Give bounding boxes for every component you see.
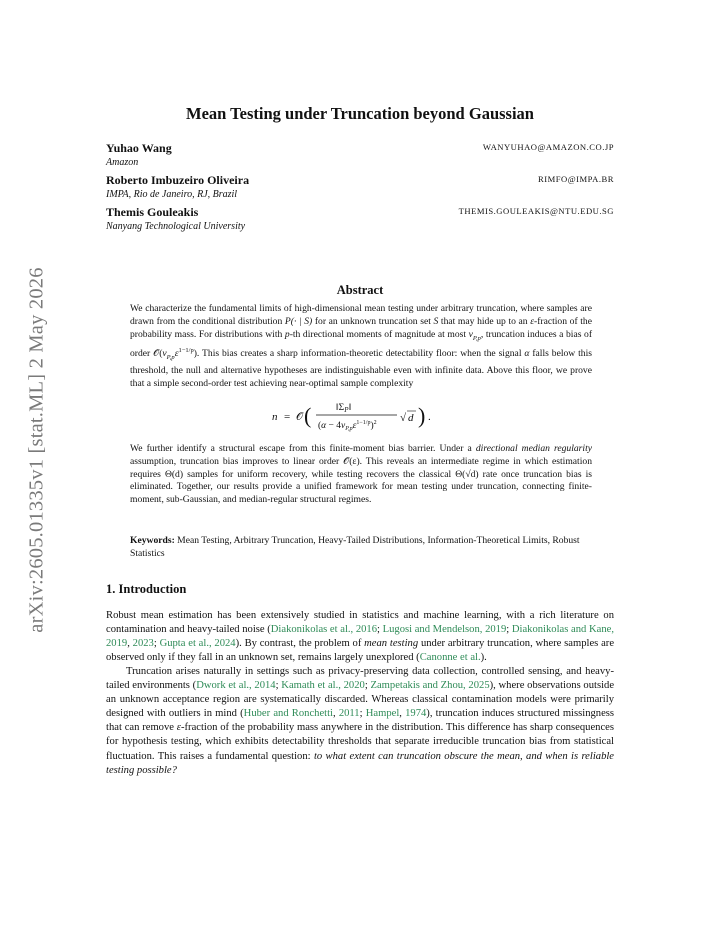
- author-email: THEMIS.GOULEAKIS@NTU.EDU.SG: [458, 206, 614, 216]
- equation-svg: [0, 396, 720, 436]
- citation-link[interactable]: Lugosi and Mendelson, 2019: [382, 624, 507, 636]
- citation-link[interactable]: Hampel: [365, 708, 400, 720]
- author-name: Roberto Imbuzeiro Oliveira: [106, 173, 250, 187]
- author-affiliation: Nanyang Technological University: [106, 221, 246, 232]
- keywords-label: Keywords:: [130, 535, 175, 546]
- keywords: [130, 535, 592, 561]
- arxiv-id-text: arXiv:2605.01335v1 [stat.ML] 2 May 2026: [25, 267, 48, 633]
- keywords-list: Mean Testing, Arbitrary Truncation, Heavy-Tailed Distributions, Information-Theoretical Limits, Robust Statistics: [130, 535, 580, 559]
- author-email: RIMFO@IMPA.BR: [538, 174, 614, 184]
- sample-complexity-equation: [0, 396, 720, 436]
- abstract-paragraph-2: We further identify a structural escape from this finite-moment bias barrier. Under a directional median regularity assumption, truncation bias improves to linear order 𝒪(ε). This reveals an intermediate regime in which estimation requires Θ(d) samples for uniform recovery, while testing recovers the classical Θ(√d) rate once truncation bias is eliminated. Together, our results provide a unified framework for mean testing under truncation, connecting finite-moment, sub-Gaussian, and median-regular structural regimes.: [130, 443, 593, 506]
- svg-text:.: .: [428, 411, 431, 423]
- citation-link[interactable]: 1974: [405, 708, 427, 720]
- author-name: Yuhao Wang: [106, 141, 172, 155]
- svg-text:‖ΣP‖: $‖\Sigma_P‖$: [336, 403, 352, 414]
- author-affiliation: IMPA, Rio de Janeiro, RJ, Brazil: [106, 189, 238, 200]
- citation-link[interactable]: 2011: [338, 708, 360, 720]
- author-3: [106, 205, 614, 233]
- citation-link[interactable]: Dwork et al., 2014: [196, 680, 276, 692]
- citation-link[interactable]: Diakonikolas et al., 2016: [270, 624, 378, 636]
- svg-text:): ): [418, 403, 426, 428]
- author-2: [106, 173, 614, 201]
- svg-text:(α − 4νP,pε1−1/p)2: $(\alpha - 4\nu_{P,p}\varepsilon^{1-1/p})^2$: [318, 420, 377, 432]
- author-name: Themis Gouleakis: [106, 205, 199, 219]
- section-heading-introduction: 1. Introduction: [106, 582, 187, 596]
- author-affiliation: Amazon: [106, 157, 139, 168]
- svg-text:𝒪: 𝒪: [296, 411, 303, 423]
- citation-link[interactable]: Zampetakis and Zhou, 2025: [370, 680, 490, 692]
- author-1: [106, 141, 614, 169]
- citation-link[interactable]: Canonne et al.: [419, 652, 481, 664]
- intro-paragraph-2: Truncation arises naturally in settings such as privacy-preserving data collection, controlled sensing, and heavy-tailed environments (Dwork et al., 2014; Kamath et al., 2020; Zampetakis and Zhou, 2025), where observations outside an unknown acceptance region are systematically discarded. Whereas classical contamination models were primarily designed with outliers in mind (Huber and Ronchetti, 2011; Hampel, 1974), truncation induces structured missingness that can remove ε-fraction of the probability mass anywhere in the distribution. This difference has sharp consequences for hypothesis testing, which exhibits detectability thresholds that separate irreducible truncation bias from statistical fluctuation. This raises a fundamental question: to what extent can truncation obscure the mean, and when is reliable testing possible?: [106, 666, 615, 776]
- abstract-heading: Abstract: [336, 283, 384, 297]
- citation-link[interactable]: Gupta et al., 2024: [159, 638, 236, 650]
- citation-link[interactable]: 2023: [132, 638, 154, 650]
- paper-title: Mean Testing under Truncation beyond Gaussian: [186, 104, 534, 123]
- citation-link[interactable]: Diakonikolas and Kane, 2019: [106, 624, 614, 650]
- svg-text:d: d: [408, 412, 414, 424]
- arxiv-watermark: [22, 255, 52, 645]
- svg-text:n: n: [272, 411, 278, 423]
- author-email: WANYUHAO@AMAZON.CO.JP: [482, 142, 614, 152]
- citation-link[interactable]: Kamath et al., 2020: [281, 680, 365, 692]
- citation-link[interactable]: Huber and Ronchetti: [243, 708, 333, 720]
- svg-text:√: √: [400, 412, 407, 424]
- svg-text:(: (: [304, 403, 312, 428]
- svg-text:=: =: [284, 411, 291, 423]
- abstract-paragraph-1: We characterize the fundamental limits of high-dimensional mean testing under arbitrary truncation, where samples are drawn from the conditional distribution P(· | S) for an unknown truncation set S that may hide up to an ε-fraction of the probability mass. For distributions with p-th directional moments of magnitude at most $\nu_{P,p}$, truncation induces a bias of order $𝒪(\nu_{P,p}\varepsilon^{1-1/p})$. This bias creates a sharp information-theoretic detectability floor: when the signal α falls below this threshold, the null and alternative hypotheses are indistinguishable even with infinite data. Above this floor, we prove that a simple second-order test achieving near-optimal sample complexity: [130, 303, 593, 389]
- intro-paragraph-1: Robust mean estimation has been extensively studied in statistics and machine learning, with a rich literature on contamination and heavy-tailed noise (Diakonikolas et al., 2016; Lugosi and Mendelson, 2019; Diakonikolas and Kane, 2019, 2023; Gupta et al., 2024). By contrast, the problem of mean testing under arbitrary truncation, where samples are observed only if they fall in an unknown set, remains largely unexplored (Canonne et al.).: [106, 610, 615, 664]
